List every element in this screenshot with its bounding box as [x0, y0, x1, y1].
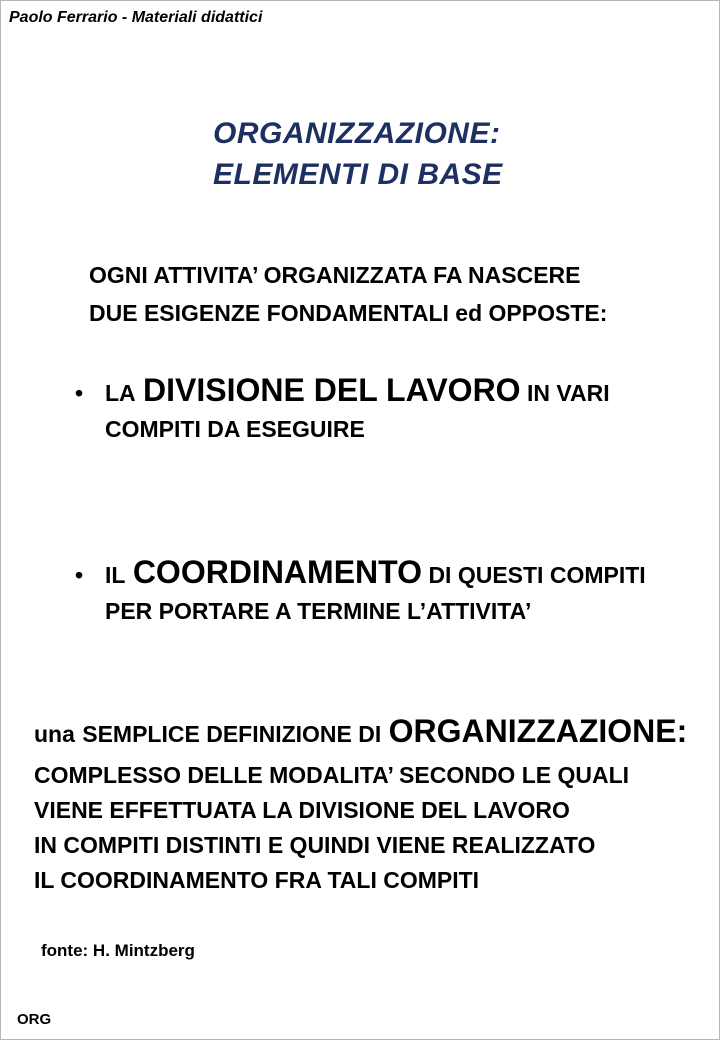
bullet-trail: IN VARI — [527, 380, 610, 406]
definition-line: IN COMPITI DISTINTI E QUINDI VIENE REALIZZATO — [34, 832, 596, 858]
bullet-emphasis: DIVISIONE DEL LAVORO — [143, 372, 521, 408]
page-title — [213, 113, 503, 195]
definition-emphasis: ORGANIZZAZIONE: — [388, 713, 688, 749]
intro-line2: DUE ESIGENZE FONDAMENTALI ed OPPOSTE: — [89, 300, 608, 326]
bullet-text — [105, 369, 610, 444]
source-citation: fonte: H. Mintzberg — [41, 941, 195, 960]
intro-paragraph — [89, 256, 607, 332]
bullet-trail: DI QUESTI COMPITI — [428, 562, 646, 588]
bullet-item-division — [75, 369, 610, 444]
bullet-emphasis: COORDINAMENTO — [132, 554, 422, 590]
definition-paragraph — [34, 707, 687, 898]
bullet-line1 — [105, 369, 610, 414]
bullet-icon: • — [75, 562, 84, 588]
page-title-line2: ELEMENTI DI BASE — [213, 158, 503, 191]
bullet-line1 — [105, 551, 646, 596]
bullet-text — [105, 551, 646, 626]
bullet-lead: LA — [105, 380, 136, 406]
author-credit: Paolo Ferrario - Materiali didattici — [9, 9, 263, 26]
page-title-line1: ORGANIZZAZIONE: — [213, 117, 501, 150]
bullet-icon: • — [75, 380, 84, 406]
definition-line: COMPLESSO DELLE MODALITA’ SECONDO LE QUALI — [34, 762, 630, 788]
bullet-lead: IL — [105, 562, 126, 588]
bullet-item-coordination — [75, 551, 646, 626]
definition-line: IL COORDINAMENTO FRA TALI COMPITI — [34, 867, 480, 893]
footer-code: ORG — [17, 1011, 52, 1028]
definition-lead-line — [34, 707, 687, 758]
intro-line1: OGNI ATTIVITA’ ORGANIZZATA FA NASCERE — [89, 262, 581, 288]
definition-lead-caps: SEMPLICE DEFINIZIONE DI — [82, 721, 382, 747]
definition-lead-lower: una — [34, 721, 75, 747]
bullet-line2: COMPITI DA ESEGUIRE — [105, 416, 365, 442]
bullet-line2: PER PORTARE A TERMINE L’ATTIVITA’ — [105, 598, 532, 624]
definition-line: VIENE EFFETTUATA LA DIVISIONE DEL LAVORO — [34, 797, 570, 823]
